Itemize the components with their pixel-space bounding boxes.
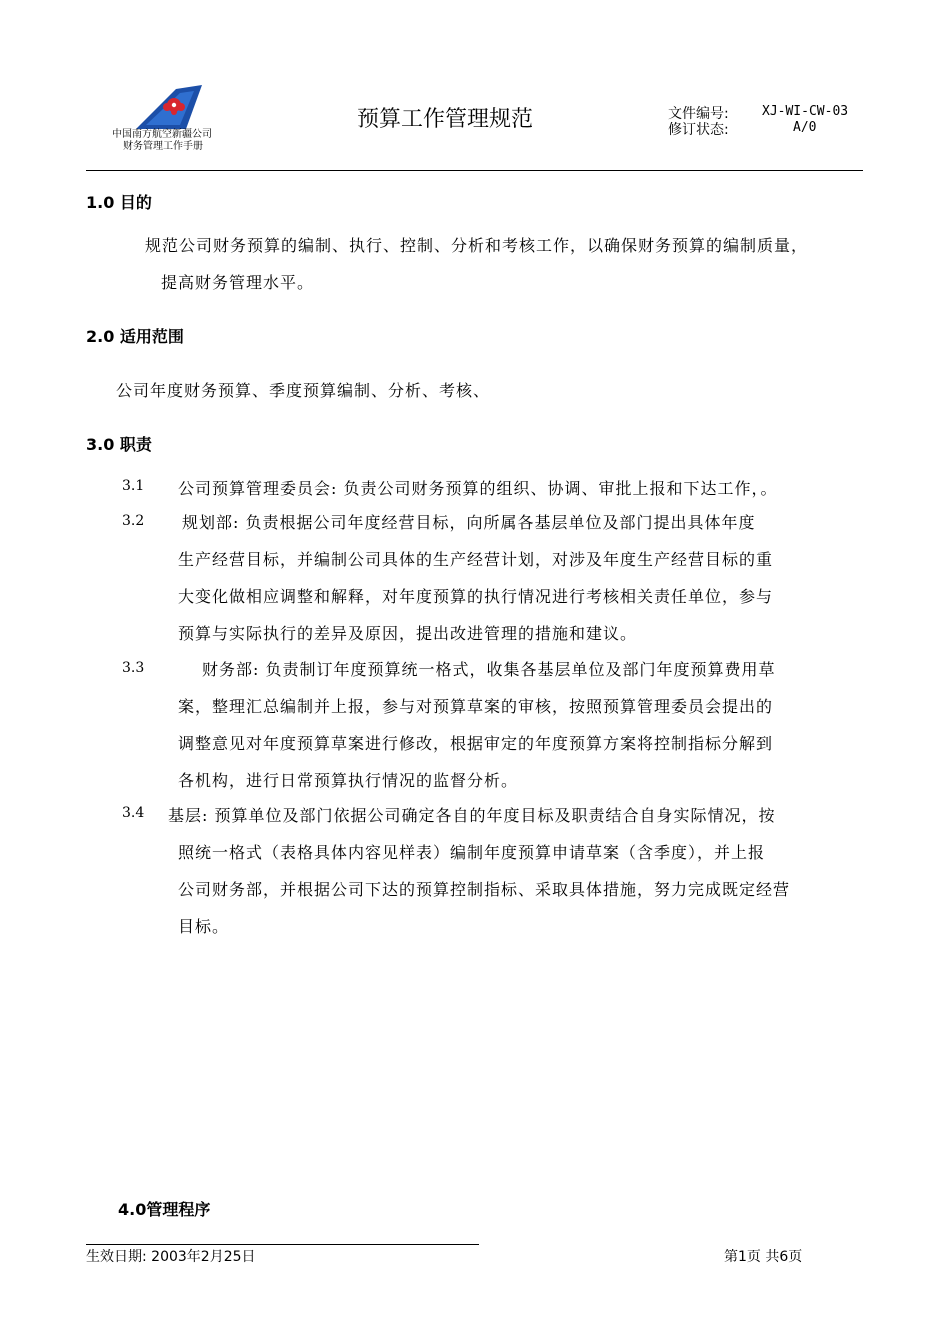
effective-date: 生效日期: 2003年2月25日: [86, 1249, 256, 1265]
section-2-heading: 2.0 适用范围: [86, 327, 184, 346]
section-3-heading: 3.0 职责: [86, 435, 152, 454]
doc-number-value: XJ-WI-CW-03: [762, 104, 849, 119]
revision-value: A/0: [793, 120, 817, 135]
item-3-1-text-line: 公司预算管理委员会: 负责公司财务预算的组织、协调、审批上报和下达工作，。: [178, 479, 778, 498]
item-3-4-text-line: 照统一格式（表格具体内容见样表）编制年度预算申请草案（含季度），并上报: [178, 843, 766, 862]
doc-number-label: 文件编号:: [668, 106, 729, 122]
item-3-4-text-line: 公司财务部，并根据公司下达的预算控制指标、采取具体措施，努力完成既定经营: [178, 880, 791, 899]
item-3-3-text-line: 财务部: 负责制订年度预算统一格式，收集各基层单位及部门年度预算费用草: [202, 660, 776, 679]
item-3-2-number: 3.2: [122, 513, 145, 529]
manual-name: 财务管理工作手册: [123, 141, 203, 152]
item-3-4-text-line: 基层: 预算单位及部门依据公司确定各自的年度目标及职责结合自身实际情况，按: [168, 806, 776, 825]
item-3-4-number: 3.4: [122, 805, 145, 821]
item-3-3-number: 3.3: [122, 660, 145, 676]
document-title: 预算工作管理规范: [357, 107, 534, 132]
section-1-heading: 1.0 目的: [86, 193, 152, 212]
item-3-3-text-line: 各机构，进行日常预算执行情况的监督分析。: [178, 771, 519, 790]
airline-kapok-logo-icon: [136, 85, 202, 129]
item-3-2-text-line: 预算与实际执行的差异及原因，提出改进管理的措施和建议。: [178, 624, 638, 643]
footer-divider: [86, 1244, 479, 1245]
item-3-1-number: 3.1: [122, 478, 145, 494]
item-3-4-text-line: 目标。: [178, 917, 230, 936]
section-2-text-line: 公司年度财务预算、季度预算编制、分析、考核、: [116, 381, 491, 400]
section-4-heading: 4.0管理程序: [118, 1200, 211, 1219]
item-3-2-text-line: 生产经营目标，并编制公司具体的生产经营计划，对涉及年度生产经营目标的重: [178, 550, 774, 569]
page-number: 第1页 共6页: [724, 1249, 803, 1265]
company-name: 中国南方航空新疆公司: [112, 129, 212, 140]
item-3-3-text-line: 调整意见对年度预算草案进行修改，根据审定的年度预算方案将控制指标分解到: [178, 734, 774, 753]
revision-label: 修订状态:: [668, 122, 729, 138]
item-3-2-text-line: 大变化做相应调整和解释，对年度预算的执行情况进行考核相关责任单位，参与: [178, 587, 774, 606]
item-3-2-text-line: 规划部: 负责根据公司年度经营目标，向所属各基层单位及部门提出具体年度: [182, 513, 756, 532]
item-3-3-text-line: 案，整理汇总编制并上报，参与对预算草案的审核，按照预算管理委员会提出的: [178, 697, 774, 716]
company-logo: [136, 85, 202, 129]
section-1-text-line: 提高财务管理水平。: [161, 273, 315, 292]
header-divider: [86, 170, 863, 171]
section-1-text-line: 规范公司财务预算的编制、执行、控制、分析和考核工作，以确保财务预算的编制质量，: [145, 236, 809, 255]
